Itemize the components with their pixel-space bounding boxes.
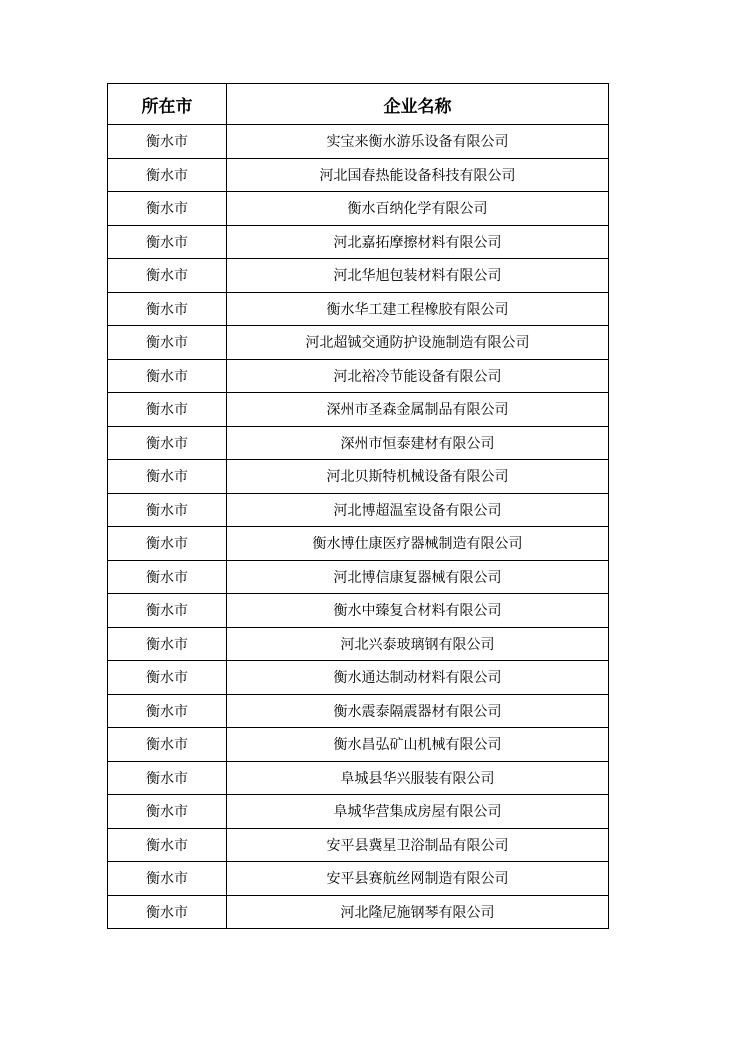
table-row: [108, 560, 609, 594]
city-cell: 衡水市: [108, 326, 227, 360]
table-row: [108, 594, 609, 628]
company-cell: 河北隆尼施钢琴有限公司: [227, 895, 609, 929]
city-cell: 衡水市: [108, 661, 227, 695]
company-cell: 河北兴泰玻璃钢有限公司: [227, 627, 609, 661]
table-row: [108, 460, 609, 494]
city-cell: 衡水市: [108, 795, 227, 829]
table-row: [108, 326, 609, 360]
company-cell: 河北国春热能设备科技有限公司: [227, 158, 609, 192]
table-row: [108, 192, 609, 226]
city-cell: 衡水市: [108, 627, 227, 661]
table-row: [108, 259, 609, 293]
table-row: [108, 828, 609, 862]
table-row: [108, 728, 609, 762]
company-cell: 安平县赛航丝网制造有限公司: [227, 862, 609, 896]
city-cell: 衡水市: [108, 493, 227, 527]
company-cell: 实宝来衡水游乐设备有限公司: [227, 125, 609, 159]
company-cell: 阜城华营集成房屋有限公司: [227, 795, 609, 829]
company-cell: 衡水百纳化学有限公司: [227, 192, 609, 226]
company-cell: 河北博超温室设备有限公司: [227, 493, 609, 527]
table-row: [108, 125, 609, 159]
table-row: [108, 225, 609, 259]
table-row: [108, 627, 609, 661]
company-cell: 河北贝斯特机械设备有限公司: [227, 460, 609, 494]
company-cell: 深州市恒泰建材有限公司: [227, 426, 609, 460]
company-cell: 衡水震泰隔震器材有限公司: [227, 694, 609, 728]
city-cell: 衡水市: [108, 862, 227, 896]
company-cell: 衡水通达制动材料有限公司: [227, 661, 609, 695]
city-cell: 衡水市: [108, 560, 227, 594]
company-cell: 衡水博仕康医疗器械制造有限公司: [227, 527, 609, 561]
city-cell: 衡水市: [108, 594, 227, 628]
city-cell: 衡水市: [108, 728, 227, 762]
city-cell: 衡水市: [108, 192, 227, 226]
table-row: [108, 158, 609, 192]
city-cell: 衡水市: [108, 761, 227, 795]
header-city: 所在市: [108, 84, 227, 125]
city-cell: 衡水市: [108, 895, 227, 929]
company-cell: 河北嘉拓摩擦材料有限公司: [227, 225, 609, 259]
city-cell: 衡水市: [108, 259, 227, 293]
table-row: [108, 761, 609, 795]
city-cell: 衡水市: [108, 359, 227, 393]
company-cell: 河北华旭包装材料有限公司: [227, 259, 609, 293]
company-cell: 河北博信康复器械有限公司: [227, 560, 609, 594]
city-cell: 衡水市: [108, 828, 227, 862]
company-cell: 衡水华工建工程橡胶有限公司: [227, 292, 609, 326]
table-row: [108, 426, 609, 460]
city-cell: 衡水市: [108, 225, 227, 259]
table-row: [108, 862, 609, 896]
table-row: [108, 359, 609, 393]
enterprise-table-container: [107, 83, 608, 929]
table-row: [108, 661, 609, 695]
city-cell: 衡水市: [108, 393, 227, 427]
table-row: [108, 393, 609, 427]
company-cell: 河北超铖交通防护设施制造有限公司: [227, 326, 609, 360]
table-row: [108, 694, 609, 728]
city-cell: 衡水市: [108, 158, 227, 192]
table-row: [108, 493, 609, 527]
company-cell: 深州市圣森金属制品有限公司: [227, 393, 609, 427]
company-cell: 安平县冀星卫浴制品有限公司: [227, 828, 609, 862]
city-cell: 衡水市: [108, 125, 227, 159]
table-row: [108, 292, 609, 326]
company-cell: 衡水中臻复合材料有限公司: [227, 594, 609, 628]
city-cell: 衡水市: [108, 426, 227, 460]
enterprise-table: [107, 83, 609, 929]
table-body: [108, 125, 609, 929]
table-header-row: [108, 84, 609, 125]
table-row: [108, 895, 609, 929]
company-cell: 阜城县华兴服装有限公司: [227, 761, 609, 795]
city-cell: 衡水市: [108, 694, 227, 728]
city-cell: 衡水市: [108, 460, 227, 494]
city-cell: 衡水市: [108, 527, 227, 561]
table-row: [108, 527, 609, 561]
table-row: [108, 795, 609, 829]
header-company-name: 企业名称: [227, 84, 609, 125]
company-cell: 河北裕冷节能设备有限公司: [227, 359, 609, 393]
city-cell: 衡水市: [108, 292, 227, 326]
company-cell: 衡水昌弘矿山机械有限公司: [227, 728, 609, 762]
